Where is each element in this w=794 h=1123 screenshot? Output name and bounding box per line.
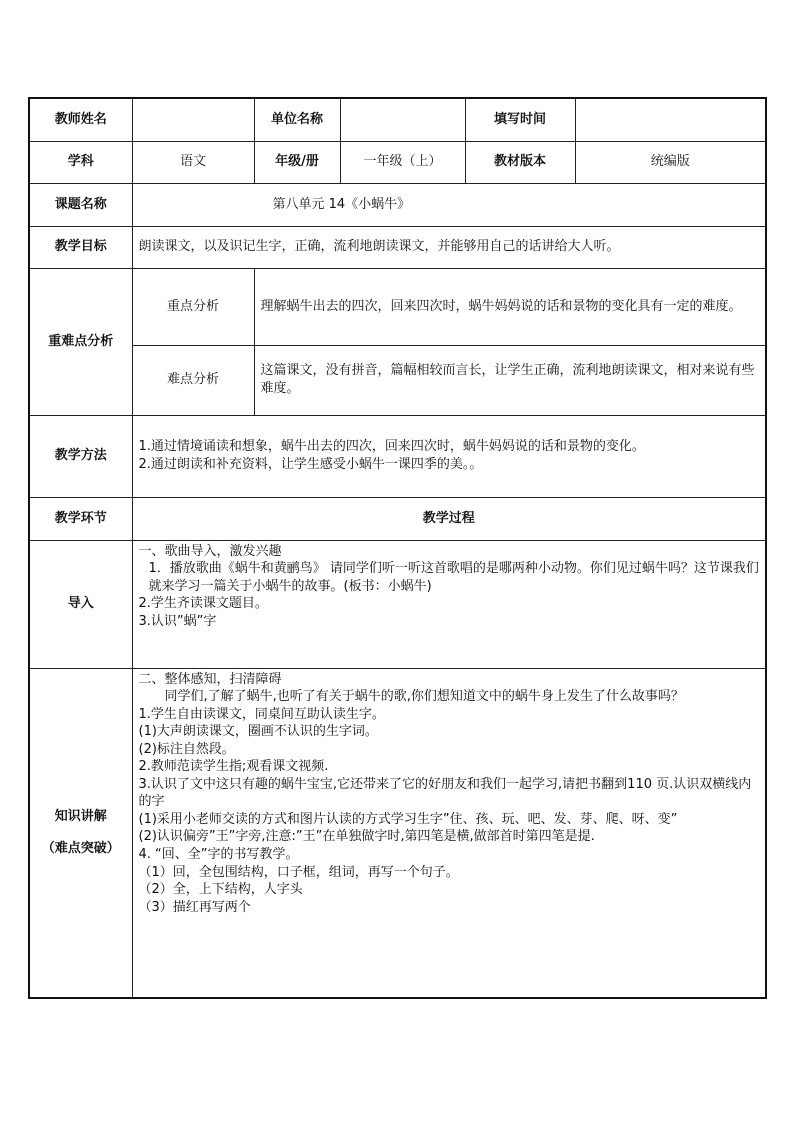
knowledge-line: (2)标注自然段。	[138, 741, 235, 757]
key-analysis-row	[29, 268, 766, 345]
knowledge-line: （2）全，上下结构，人字头	[138, 882, 303, 898]
knowledge-line: 4. “回、全”字的书写教学。	[138, 846, 299, 862]
intro-line: 1．播放歌曲《蜗牛和黄鹂鸟》 请同学们听一听这首歌唱的是哪两种小动物。你们见过蜗牛吗？这节课我们就来学习一篇关于小蜗牛的故事。(板书：小蜗牛)	[148, 561, 759, 594]
stage-header: 教学环节	[29, 497, 132, 540]
methods-row	[29, 415, 766, 497]
key-analysis-text: 理解蜗牛出去的四次，回来四次时，蜗牛妈妈说的话和景物的变化具有一定的难度。	[254, 268, 766, 345]
analysis-label: 重难点分析	[29, 268, 132, 415]
process-header-row	[29, 497, 766, 540]
methods-line: 2.通过朗读和补充资料，让学生感受小蜗牛一课四季的美。。	[138, 457, 483, 472]
knowledge-line: 3.认识了文中这只有趣的蜗牛宝宝,它还带来了它的好朋友和我们一起学习,请把书翻到110 页.认识双横线内的字	[138, 776, 752, 810]
process-header: 教学过程	[132, 497, 766, 540]
knowledge-line: 1.学生自由读课文，同桌间互助认读生字。	[138, 706, 385, 722]
intro-line: 2.学生齐读课文题目。	[138, 596, 268, 612]
knowledge-line: 二、整体感知，扫清障碍	[138, 671, 282, 687]
fill-time-value	[575, 98, 766, 141]
knowledge-line: （3）描红再写两个	[138, 899, 251, 915]
knowledge-sublabel: （难点突破）	[41, 840, 120, 856]
goals-text: 朗读课文，以及识记生字，正确，流利地朗读课文，并能够用自己的话讲给大人听。	[132, 226, 766, 268]
goals-label: 教学目标	[29, 226, 132, 268]
unit-name-label: 单位名称	[254, 98, 340, 141]
topic-value: 第八单元 14《小蜗牛》	[132, 183, 766, 226]
info-row-1	[29, 98, 766, 141]
teacher-name-value	[132, 98, 254, 141]
goals-row	[29, 226, 766, 268]
textbook-version-value: 统编版	[575, 141, 766, 183]
knowledge-line: 同学们,了解了蜗牛,也听了有关于蜗牛的歌,你们想知道文中的蜗牛身上发生了什么故事吗？	[164, 689, 684, 705]
intro-line: 一、歌曲导入，激发兴趣	[138, 543, 282, 559]
knowledge-content	[132, 668, 766, 998]
knowledge-line: (1)采用小老师交读的方式和图片认读的方式学习生字”住、孩、玩、吧、发、芽、爬、呀、变”	[138, 811, 678, 827]
knowledge-line: (1)大声朗读课文，圈画不认识的生字词。	[138, 724, 378, 740]
teacher-name-label: 教师姓名	[29, 98, 132, 141]
hard-analysis-text: 这篇课文，没有拼音，篇幅相较而言长，让学生正确，流利地朗读课文，相对来说有些难度。	[254, 345, 766, 415]
unit-name-value	[340, 98, 465, 141]
subject-label: 学科	[29, 141, 132, 183]
hard-analysis-row	[29, 345, 766, 415]
methods-text	[132, 415, 766, 497]
knowledge-line: 2.教师范读学生指;观看课文视频.	[138, 759, 329, 775]
intro-content	[132, 540, 766, 668]
methods-line: 1.通过情境诵读和想象，蜗牛出去的四次，回来四次时，蜗牛妈妈说的话和景物的变化。	[138, 439, 645, 455]
knowledge-row	[29, 668, 766, 998]
topic-label: 课题名称	[29, 183, 132, 226]
intro-line: 3.认识”蜗”字	[138, 613, 217, 629]
knowledge-label-cell	[29, 668, 132, 998]
fill-time-label: 填写时间	[465, 98, 575, 141]
info-row-2	[29, 141, 766, 183]
topic-row	[29, 183, 766, 226]
grade-value: 一年级（上）	[340, 141, 465, 183]
knowledge-label: 知识讲解	[54, 809, 107, 825]
grade-label: 年级/册	[254, 141, 340, 183]
key-analysis-label: 重点分析	[132, 268, 254, 345]
knowledge-line: (2)认识偏旁”王”字旁,注意:”王”在单独做字时,第四笔是横,做部首时第四笔是提.	[138, 829, 595, 845]
intro-label: 导入	[29, 540, 132, 668]
intro-row	[29, 540, 766, 668]
hard-analysis-label: 难点分析	[132, 345, 254, 415]
textbook-version-label: 教材版本	[465, 141, 575, 183]
methods-label: 教学方法	[29, 415, 132, 497]
lesson-plan-table	[28, 97, 767, 999]
knowledge-line: （1）回，全包围结构，口子框，组词，再写一个句子。	[138, 864, 459, 880]
subject-value: 语文	[132, 141, 254, 183]
